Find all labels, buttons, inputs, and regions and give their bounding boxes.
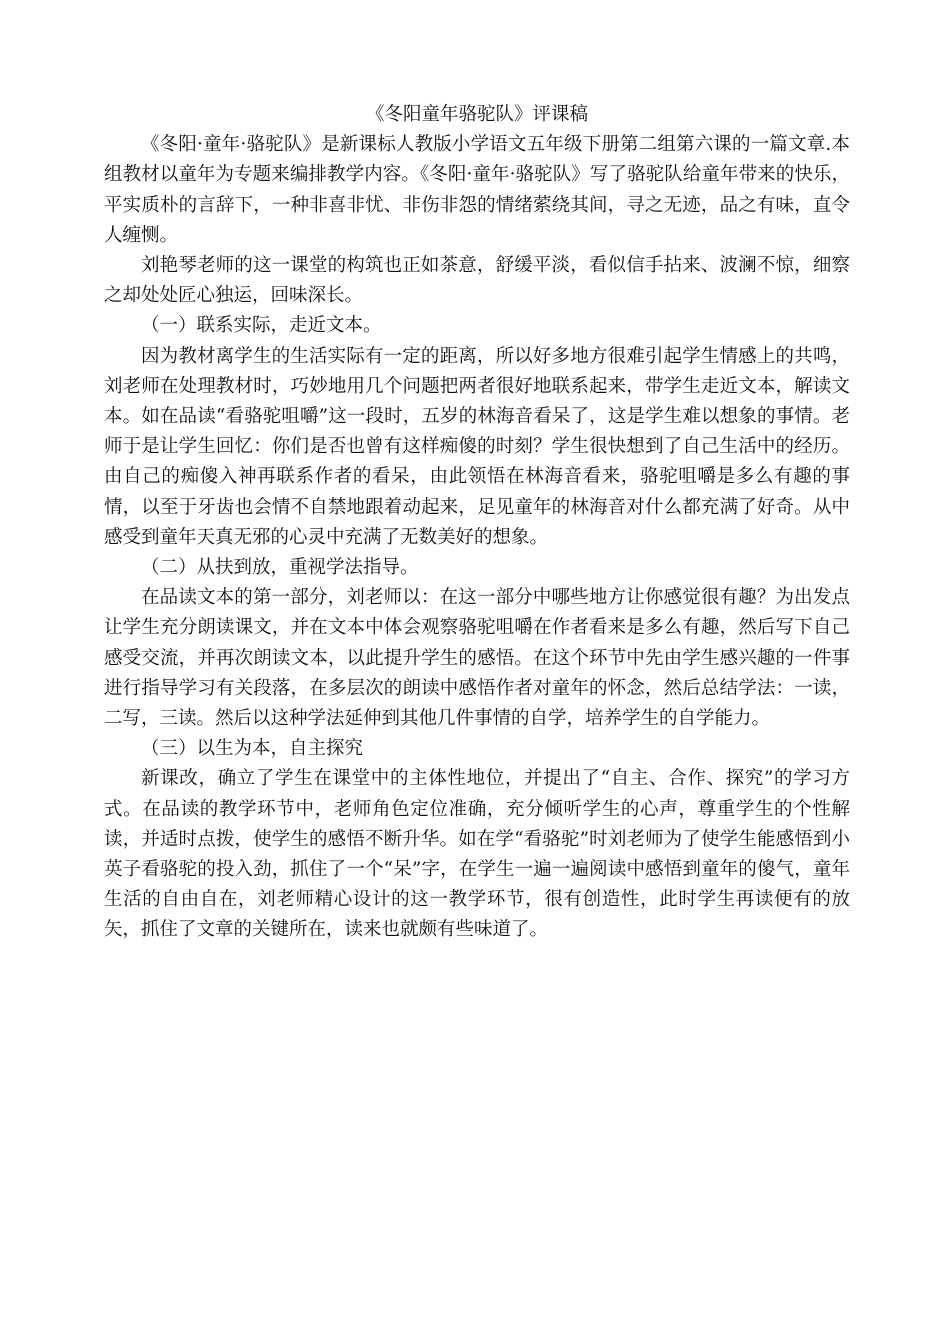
paragraph-section-3: 新课改，确立了学生在课堂中的主体性地位，并提出了“自主、合作、探究”的学习方式。在品读的教学环节中，老师角色定位准确，充分倾听学生的心声，尊重学生的个性解读，并适时点拨，使学生的感悟不断升华。如在学“看骆驼”时刘老师为了使学生能感悟到小英子看骆驼的投入劲，抓住了一个“呆”字，在学生一遍一遍阅读中感悟到童年的傻气，童年生活的自由自在，刘老师精心设计的这一教学环节，很有创造性，此时学生再读便有的放矢，抓住了文章的关键所在，读来也就颇有些味道了。: [104, 768, 850, 941]
paragraph-section-1: 因为教材离学生的生活实际有一定的距离，所以好多地方很难引起学生情感上的共鸣，刘老师在处理教材时，巧妙地用几个问题把两者很好地联系起来，带学生走近文本，解读文本。如在品读“看骆驼咀嚼”这一段时，五岁的林海音看呆了，这是学生难以想象的事情。老师于是让学生回忆：你们是否也曾有这样痴傻的时刻？学生很快想到了自己生活中的经历。由自己的痴傻入神再联系作者的看呆，由此领悟在林海音看来，骆驼咀嚼是多么有趣的事情，以至于牙齿也会情不自禁地跟着动起来，足见童年的林海音对什么都充满了好奇。从中感受到童年天真无邪的心灵中充满了无数美好的想象。: [104, 345, 850, 548]
paragraph-section-2: 在品读文本的第一部分，刘老师以：在这一部分中哪些地方让你感觉很有趣？为出发点让学生充分朗读课文，并在文本中体会观察骆驼咀嚼在作者看来是多么有趣，然后写下自己感受交流，并再次朗读文本，以此提升学生的感悟。在这个环节中先由学生感兴趣的一件事进行指导学习有关段落，在多层次的朗读中感悟作者对童年的怀念，然后总结学法：一读，二写，三读。然后以这种学法延伸到其他几件事情的自学，培养学生的自学能力。: [104, 587, 850, 730]
paragraph-overview: 刘艳琴老师的这一课堂的构筑也正如茶意，舒缓平淡，看似信手拈来、波澜不惊，细察之却处处匠心独运，回味深长。: [104, 255, 850, 307]
section-heading-3: （三）以生为本，自主探究: [141, 738, 364, 760]
document-title: 《冬阳童年骆驼队》评课稿: [365, 104, 588, 125]
document-body: [104, 100, 850, 946]
paragraph-intro: 《冬阳·童年·骆驼队》是新课标人教版小学语文五年级下册第二组第六课的一篇文章.本组教材以童年为专题来编排教学内容。《冬阳·童年·骆驼队》写了骆驼队给童年带来的快乐，平实质朴的言辞下，一种非喜非忧、非伤非怨的情绪萦绕其间，寻之无迹，品之有味，直令人缠恻。: [104, 134, 850, 246]
section-heading-1: （一）联系实际，走近文本。: [141, 315, 382, 337]
section-heading-2: （二）从扶到放，重视学法指导。: [141, 557, 419, 579]
